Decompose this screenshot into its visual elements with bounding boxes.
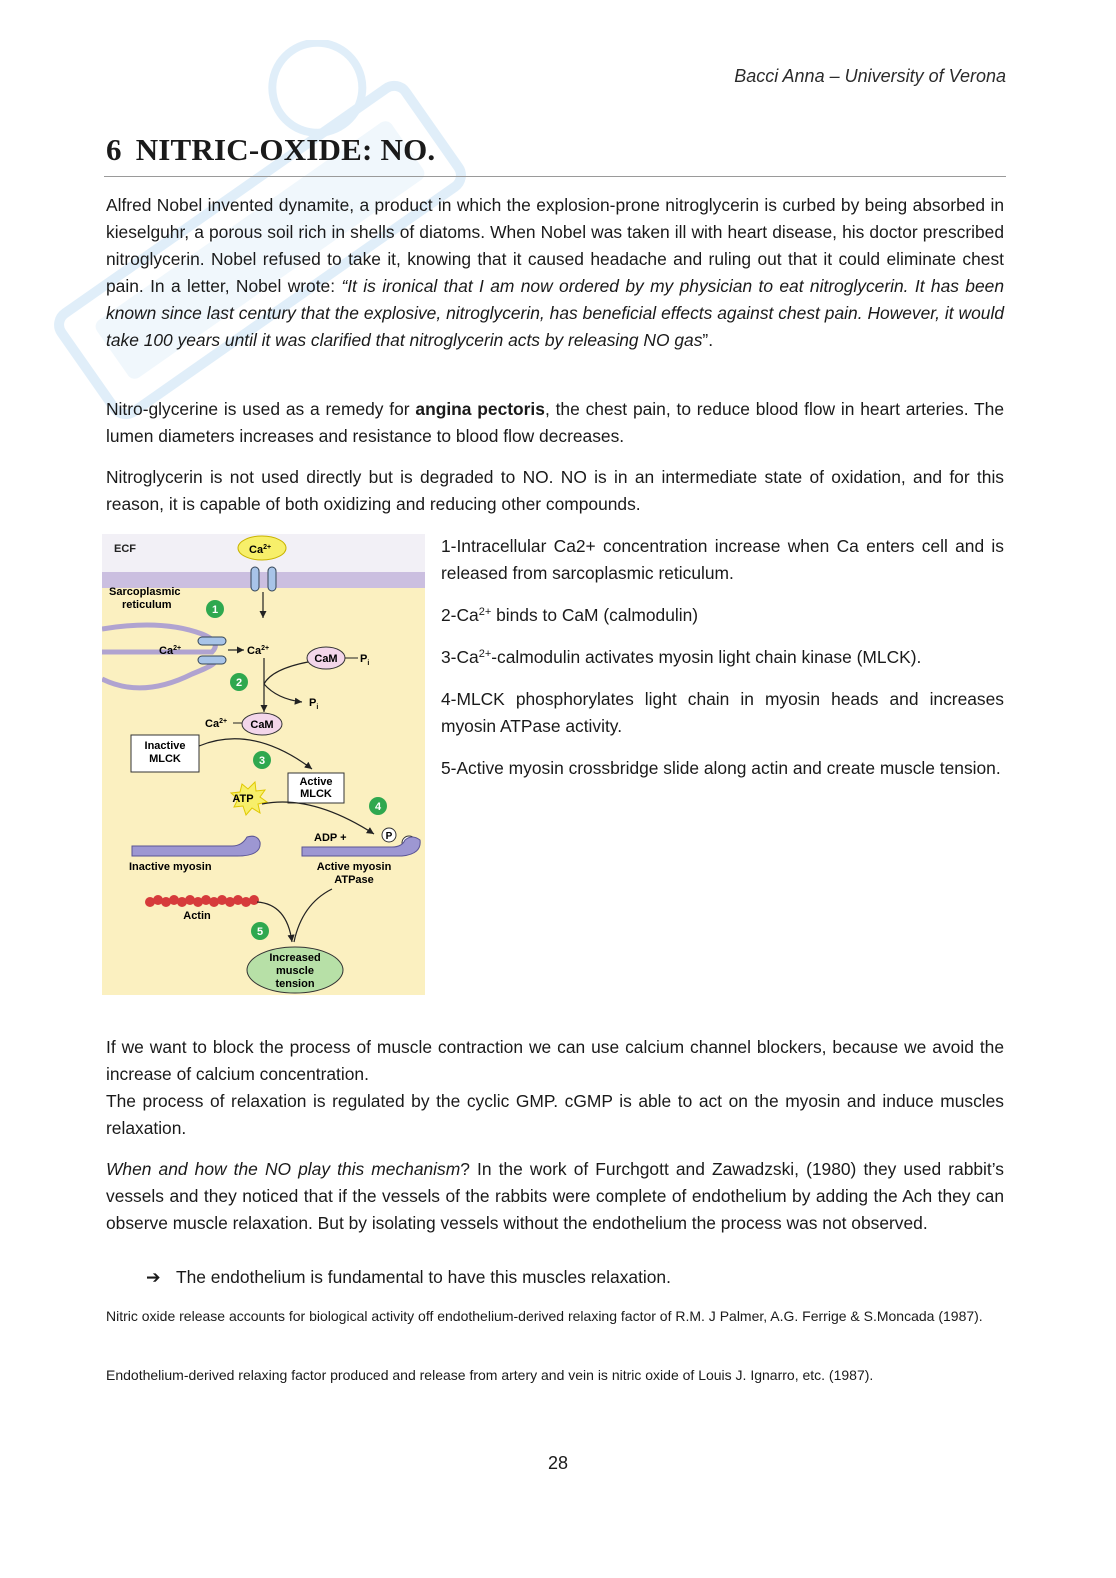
tension-label-2: muscle: [276, 965, 314, 977]
sr-channel-top: [198, 637, 226, 645]
step-5-text: 5-Active myosin crossbridge slide along actin and create muscle tension.: [441, 758, 1001, 778]
section-number: 6: [106, 132, 122, 167]
ecf-label: ECF: [114, 543, 136, 555]
ca-channel-right: [268, 567, 276, 591]
active-mlck-label-1: Active: [299, 776, 333, 788]
step-4-number: 4: [374, 801, 382, 813]
inactive-mlck-label-1: Inactive: [144, 740, 186, 752]
conclusion-line: [146, 1264, 671, 1291]
pi-label-released: $P_i$: [309, 697, 319, 711]
adp-label: ADP +: [314, 832, 347, 844]
furchgott-question: When and how the NO play this mechanism: [106, 1159, 461, 1179]
nitro-degraded-paragraph: Nitroglycerin is not used directly but is degraded to NO. NO is in an intermediate state of oxidation, and for this reason, it is capable of both oxidizing and reducing other compounds.: [106, 467, 1004, 514]
sr-label-2: reticulum: [122, 599, 172, 611]
furchgott-text: ? In the work of Furchgott and Zawadzski, (1980) they used rabbit’s vessels and they noticed that if the vessels of the rabbits were complete of endothelium by adding the Ach they can observe muscle relaxation. But by isolating vessels without the endothelium the process was not observed.: [106, 1159, 1004, 1233]
active-myosin-label-2: ATPase: [334, 874, 374, 886]
conclusion-text: The endothelium is fundamental to have this muscles relaxation.: [176, 1267, 671, 1287]
atp-label: ATP: [232, 793, 254, 805]
reference-2: Endothelium-derived relaxing factor produced and release from artery and vein is nitric oxide of Louis J. Ignarro, etc. (1987).: [106, 1367, 874, 1383]
intro-paragraph: [106, 192, 1004, 354]
inactive-myosin-label: Inactive myosin: [129, 861, 212, 873]
active-myosin-label-1: Active myosin: [316, 861, 392, 873]
title-underline: [104, 176, 1006, 177]
ca-cam-label: CaM: [250, 719, 274, 731]
tension-label-1: Increased: [269, 952, 321, 964]
quote-end: ”.: [702, 330, 714, 350]
sr-label-1: Sarcoplasmic: [109, 586, 181, 598]
step-1-text: 1-Intracellular Ca2+ concentration increase when Ca enters cell and is released from sarcoplasmic reticulum.: [441, 536, 1004, 583]
step-4-text: 4-MLCK phosphorylates light chain in myosin heads and increases myosin ATPase activity.: [441, 689, 1004, 736]
cam-label: CaM: [314, 653, 338, 665]
step-2-text: $2-Ca^{2+}$ binds to CaM (calmodulin): [441, 605, 699, 625]
arrow-icon: ➔: [146, 1267, 161, 1287]
ca-channel-left: [251, 567, 259, 591]
section-title: [106, 132, 435, 168]
steps-list: [441, 533, 1004, 797]
inactive-mlck-label-2: MLCK: [149, 753, 181, 765]
pi-label-top: $P_i$: [360, 653, 370, 667]
reference-1: Nitric oxide release accounts for biological activity off endothelium-derived relaxing factor of R.M. J Palmer, A.G. Ferrige & S.Moncada (1987).: [106, 1308, 983, 1324]
step-5-number: 5: [256, 926, 264, 938]
page-number: 28: [547, 1453, 569, 1473]
muscle-contraction-diagram: [102, 534, 425, 995]
ca-cam-ca-label: $Ca^{2+}$: [205, 718, 228, 730]
nobel-quote: “It is ironical that I am now ordered by my physician to eat nitroglycerin. It has been known since last century that the explosive, nitroglycerin, has beneficial effects against chest pain. However, it would take 100 years until it was clarified that nitroglycerin acts by releasing NO gas: [106, 276, 1004, 350]
section-title-text: NITRIC-OXIDE: NO.: [135, 132, 436, 167]
tension-label-3: tension: [275, 978, 315, 990]
ca-cytosol-label: $Ca^{2+}$: [247, 645, 270, 657]
step-1-number: 1: [211, 604, 219, 616]
step-2-number: 2: [235, 677, 243, 689]
phosphate-label-1: P: [385, 831, 393, 842]
ca-sr-label: $Ca^{2+}$: [159, 645, 182, 657]
step-3-number: 3: [258, 755, 266, 767]
relaxation-paragraph: The process of relaxation is regulated by the cyclic GMP. cGMP is able to act on the myosin and induce muscles relaxation.: [106, 1091, 1004, 1138]
sr-channel-bottom: [198, 656, 226, 664]
step-3-text: $3-Ca^{2+}$-calmodulin activates myosin light chain kinase (MLCK).: [441, 647, 922, 667]
actin-label: Actin: [183, 910, 211, 922]
angina-term: angina pectoris: [415, 399, 545, 419]
ca-ecf-label: $Ca^{2+}$: [249, 544, 272, 556]
header-author: Bacci Anna – University of Verona: [734, 66, 1006, 86]
furchgott-paragraph: [106, 1156, 1004, 1237]
angina-text-before: Nitro-glycerine is used as a remedy for: [106, 399, 416, 419]
intro-text: Alfred Nobel invented dynamite, a product in which the explosion-prone nitroglycerin is curbed by being absorbed in kieselguhr, a porous soil rich in shells of diatoms. When Nobel was taken ill with heart disease, his doctor prescribed nitroglycerin. Nobel refused to take it, knowing that it caused headache and ruling out that it could eliminate chest pain. In a letter, Nobel wrote:: [106, 195, 1004, 296]
blockers-paragraph: If we want to block the process of muscle contraction we can use calcium channel blockers, because we avoid the increase of calcium concentration.: [106, 1037, 1004, 1084]
angina-paragraph: [106, 396, 1004, 450]
active-mlck-label-2: MLCK: [300, 788, 332, 800]
angina-text-after: , the chest pain, to reduce blood flow in heart arteries. The lumen diameters increases and resistance to blood flow decreases.: [106, 399, 1004, 446]
